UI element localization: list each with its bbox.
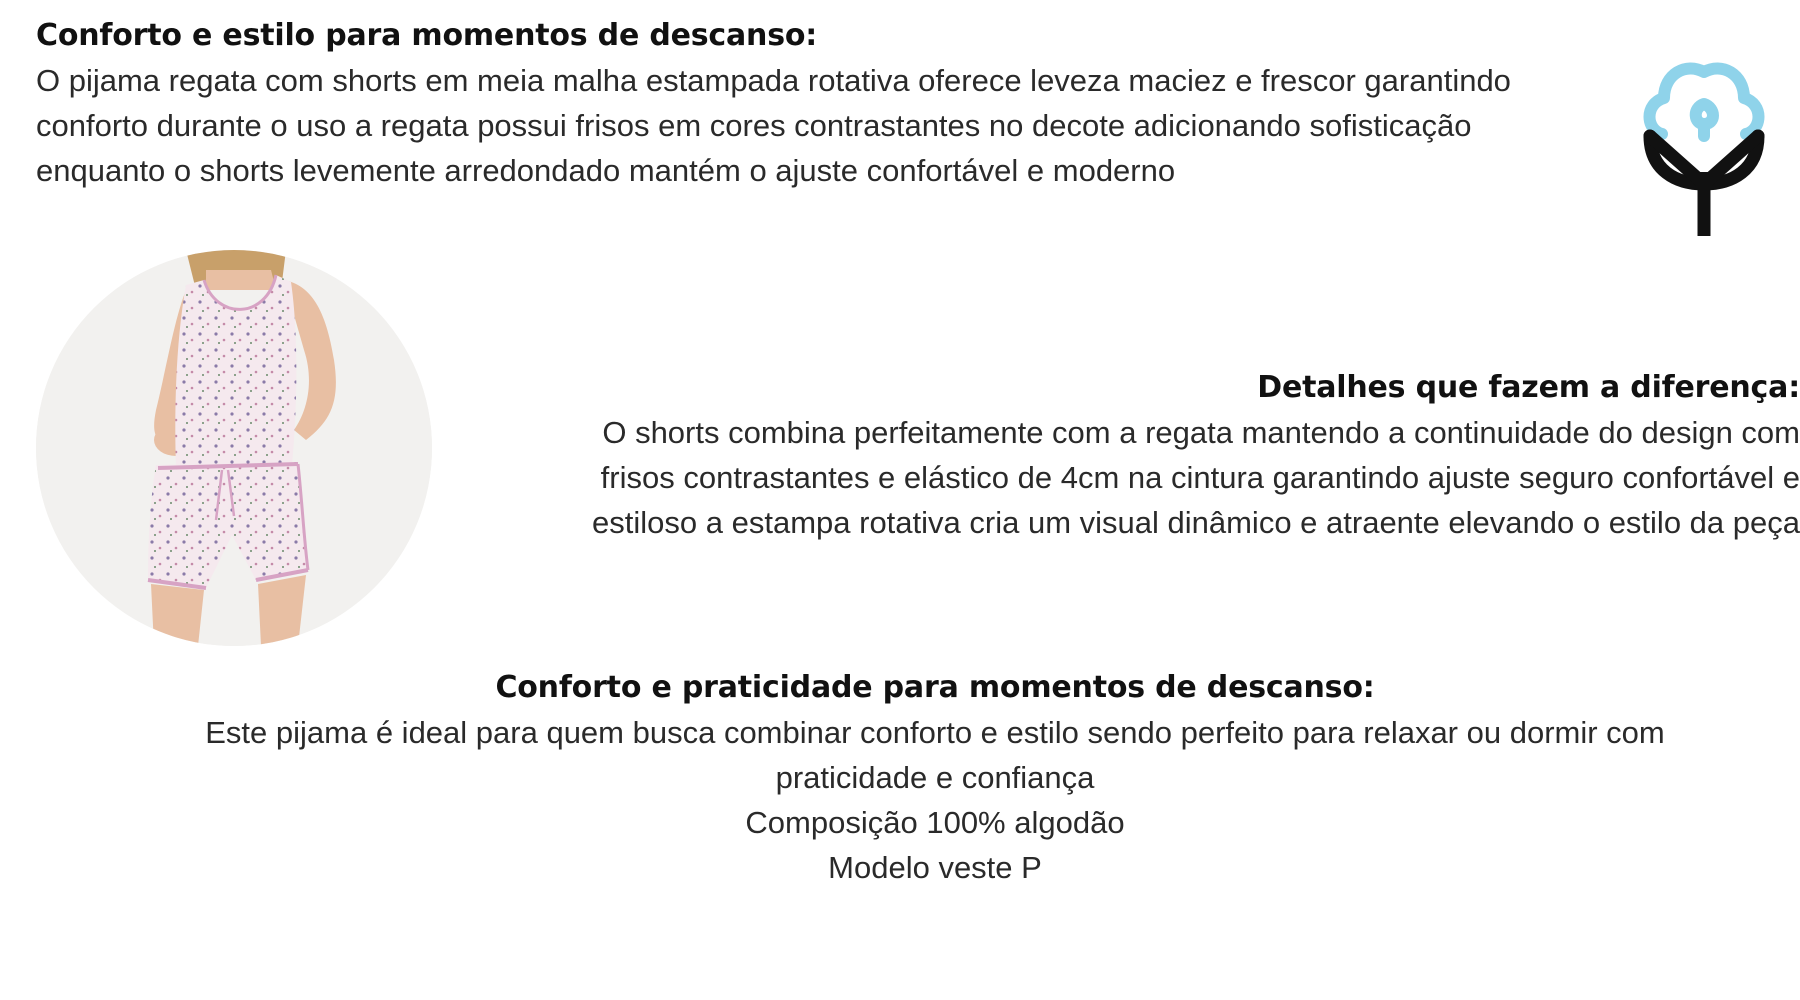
intro-line: conforto durante o uso a regata possui frisos em cores contrastantes no decote adicionando sofisticação	[36, 108, 1472, 143]
details-line: frisos contrastantes e elástico de 4cm na cintura garantindo ajuste seguro confortável e	[600, 460, 1800, 495]
model-pajama-photo	[36, 250, 432, 646]
details-section	[460, 368, 1800, 545]
practicality-heading: Conforto e praticidade para momentos de descanso:	[495, 670, 1375, 705]
intro-paragraph	[36, 58, 1636, 193]
intro-line: O pijama regata com shorts em meia malha estampada rotativa oferece leveza maciez e frescor garantindo	[36, 63, 1511, 98]
cotton-plant-icon	[1640, 52, 1770, 242]
intro-line: enquanto o shorts levemente arredondado mantém o ajuste confortável e moderno	[36, 153, 1176, 188]
practicality-section	[0, 668, 1800, 890]
details-heading: Detalhes que fazem a diferença:	[1257, 370, 1800, 405]
practicality-line: Este pijama é ideal para quem busca combinar conforto e estilo sendo perfeito para relaxar ou dormir com	[205, 715, 1665, 750]
details-line: O shorts combina perfeitamente com a regata mantendo a continuidade do design com	[602, 415, 1800, 450]
details-line: estiloso a estampa rotativa cria um visual dinâmico e atraente elevando o estilo da peça	[592, 505, 1800, 540]
details-paragraph	[460, 410, 1800, 545]
intro-heading: Conforto e estilo para momentos de descanso:	[36, 18, 818, 53]
practicality-paragraph	[0, 710, 1800, 890]
composition-text: Composição 100% algodão	[745, 805, 1125, 840]
model-size-text: Modelo veste P	[828, 850, 1042, 885]
practicality-line: praticidade e confiança	[775, 760, 1095, 795]
intro-section	[36, 16, 1636, 193]
